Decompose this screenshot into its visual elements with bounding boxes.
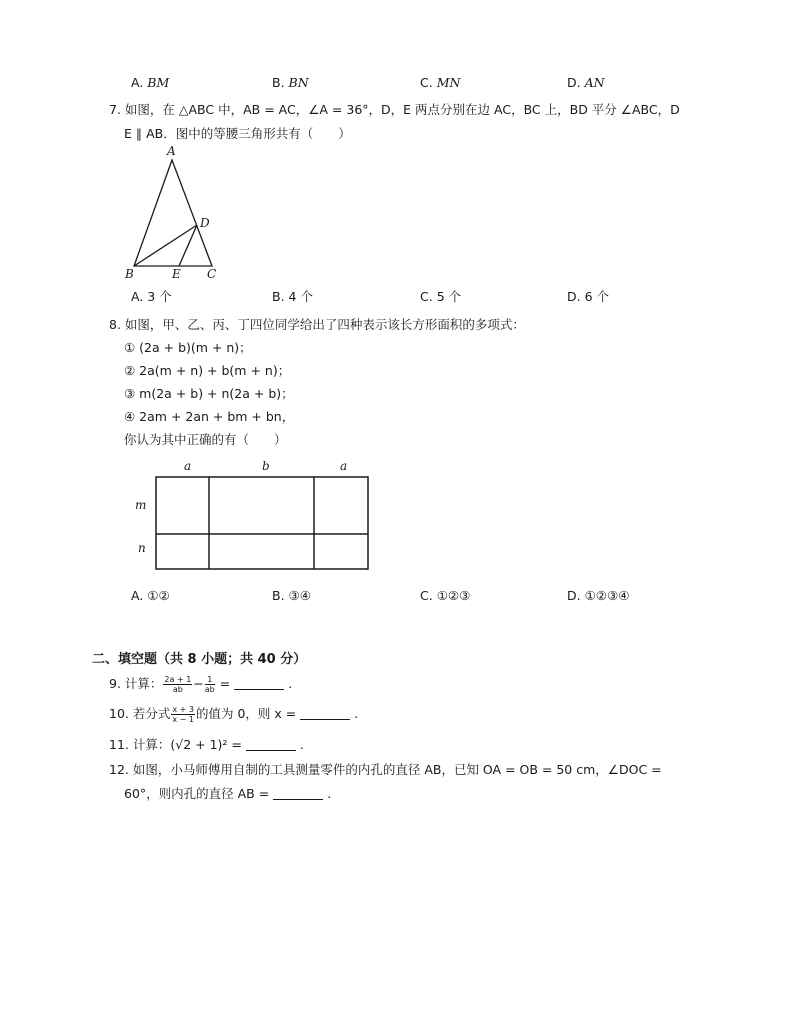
q10-answer-blank[interactable] [300,707,350,720]
q7-option-c: C. 5 个 [420,289,462,304]
q11-prefix: 11. 计算：(√2 + 1)² = [109,737,242,752]
q12-stem-line2 [124,784,331,802]
q10-end: . [354,706,359,721]
q7-stem-line1: 7. 如图，在 △ABC 中，AB = AC，∠A = 36°，D，E 两点分别在边 AC，BC 上，BD 平分 ∠ABC，D [109,102,680,117]
q8-item-3: ③ m(2a + b) + n(2a + b)； [124,386,294,401]
q8-rectangle-figure [125,452,385,577]
outer-rectangle [156,477,368,569]
q6-option-d: D. AN [567,75,605,90]
label-side-m: m [135,498,147,512]
label-c: C [207,267,217,281]
q8-stem: 8. 如图，甲、乙、丙、丁四位同学给出了四种表示该长方形面积的多项式： [109,317,525,332]
label-side-n: n [138,541,146,555]
q9-equals: = [219,676,231,691]
q6-option-a: A. BM [131,75,170,90]
label-top-b: b [262,459,270,473]
q12-answer-blank[interactable] [273,787,323,800]
q8-item-1: ① (2a + b)(m + n)； [124,340,252,355]
q7-stem-line2: E ∥ AB．图中的等腰三角形共有（ ） [124,126,351,141]
label-b: B [125,267,134,281]
q8-option-d: D. ①②③④ [567,588,630,603]
q12-stem-line1: 12. 如图，小马师傅用自制的工具测量零件的内孔的直径 AB，已知 OA = OB = 50 cm，∠DOC = [109,762,662,777]
q12-line2-text: 60°，则内孔的直径 AB = [124,786,270,801]
q10-fraction: $\frac{x + 3}{x - 1}$ [172,705,194,724]
q9-fraction-2: $\frac{1}{ab}$ [204,675,215,694]
q9-minus: − [193,676,204,691]
q10 [109,704,358,724]
q11-end: . [299,737,304,752]
q7-triangle-figure [120,140,230,285]
section-2-heading: 二、填空题（共 8 小题；共 40 分） [92,652,307,667]
q7-option-d: D. 6 个 [567,289,610,304]
label-e: E [172,267,181,281]
label-top-a1: a [184,459,192,473]
q8-question: 你认为其中正确的有（ ） [124,432,287,447]
q10-middle: 的值为 0，则 x = [195,706,297,721]
q9-end: . [288,676,293,691]
q8-item-2: ② 2a(m + n) + b(m + n)； [124,363,291,378]
q6-option-b: B. BN [272,75,309,90]
q8-item-4: ④ 2am + 2an + bm + bn， [124,409,295,424]
q8-option-b: B. ③④ [272,588,311,603]
triangle-abc [134,160,212,266]
q7-option-b: B. 4 个 [272,289,313,304]
label-d: D [200,216,210,230]
q8-option-a: A. ①② [131,588,170,603]
q9 [109,674,292,694]
q9-prefix: 9. 计算： [109,676,163,691]
q8-option-c: C. ①②③ [420,588,471,603]
q7-option-a: A. 3 个 [131,289,172,304]
q11-answer-blank[interactable] [246,738,296,751]
label-a: A [167,144,176,158]
q9-answer-blank[interactable] [234,677,284,690]
q6-option-c: C. MN [420,75,461,90]
q9-fraction-1: $\frac{2a + 1}{ab}$ [164,675,192,694]
label-top-a2: a [340,459,348,473]
q11 [109,735,304,753]
q10-prefix: 10. 若分式 [109,706,171,721]
q12-end: . [327,786,332,801]
